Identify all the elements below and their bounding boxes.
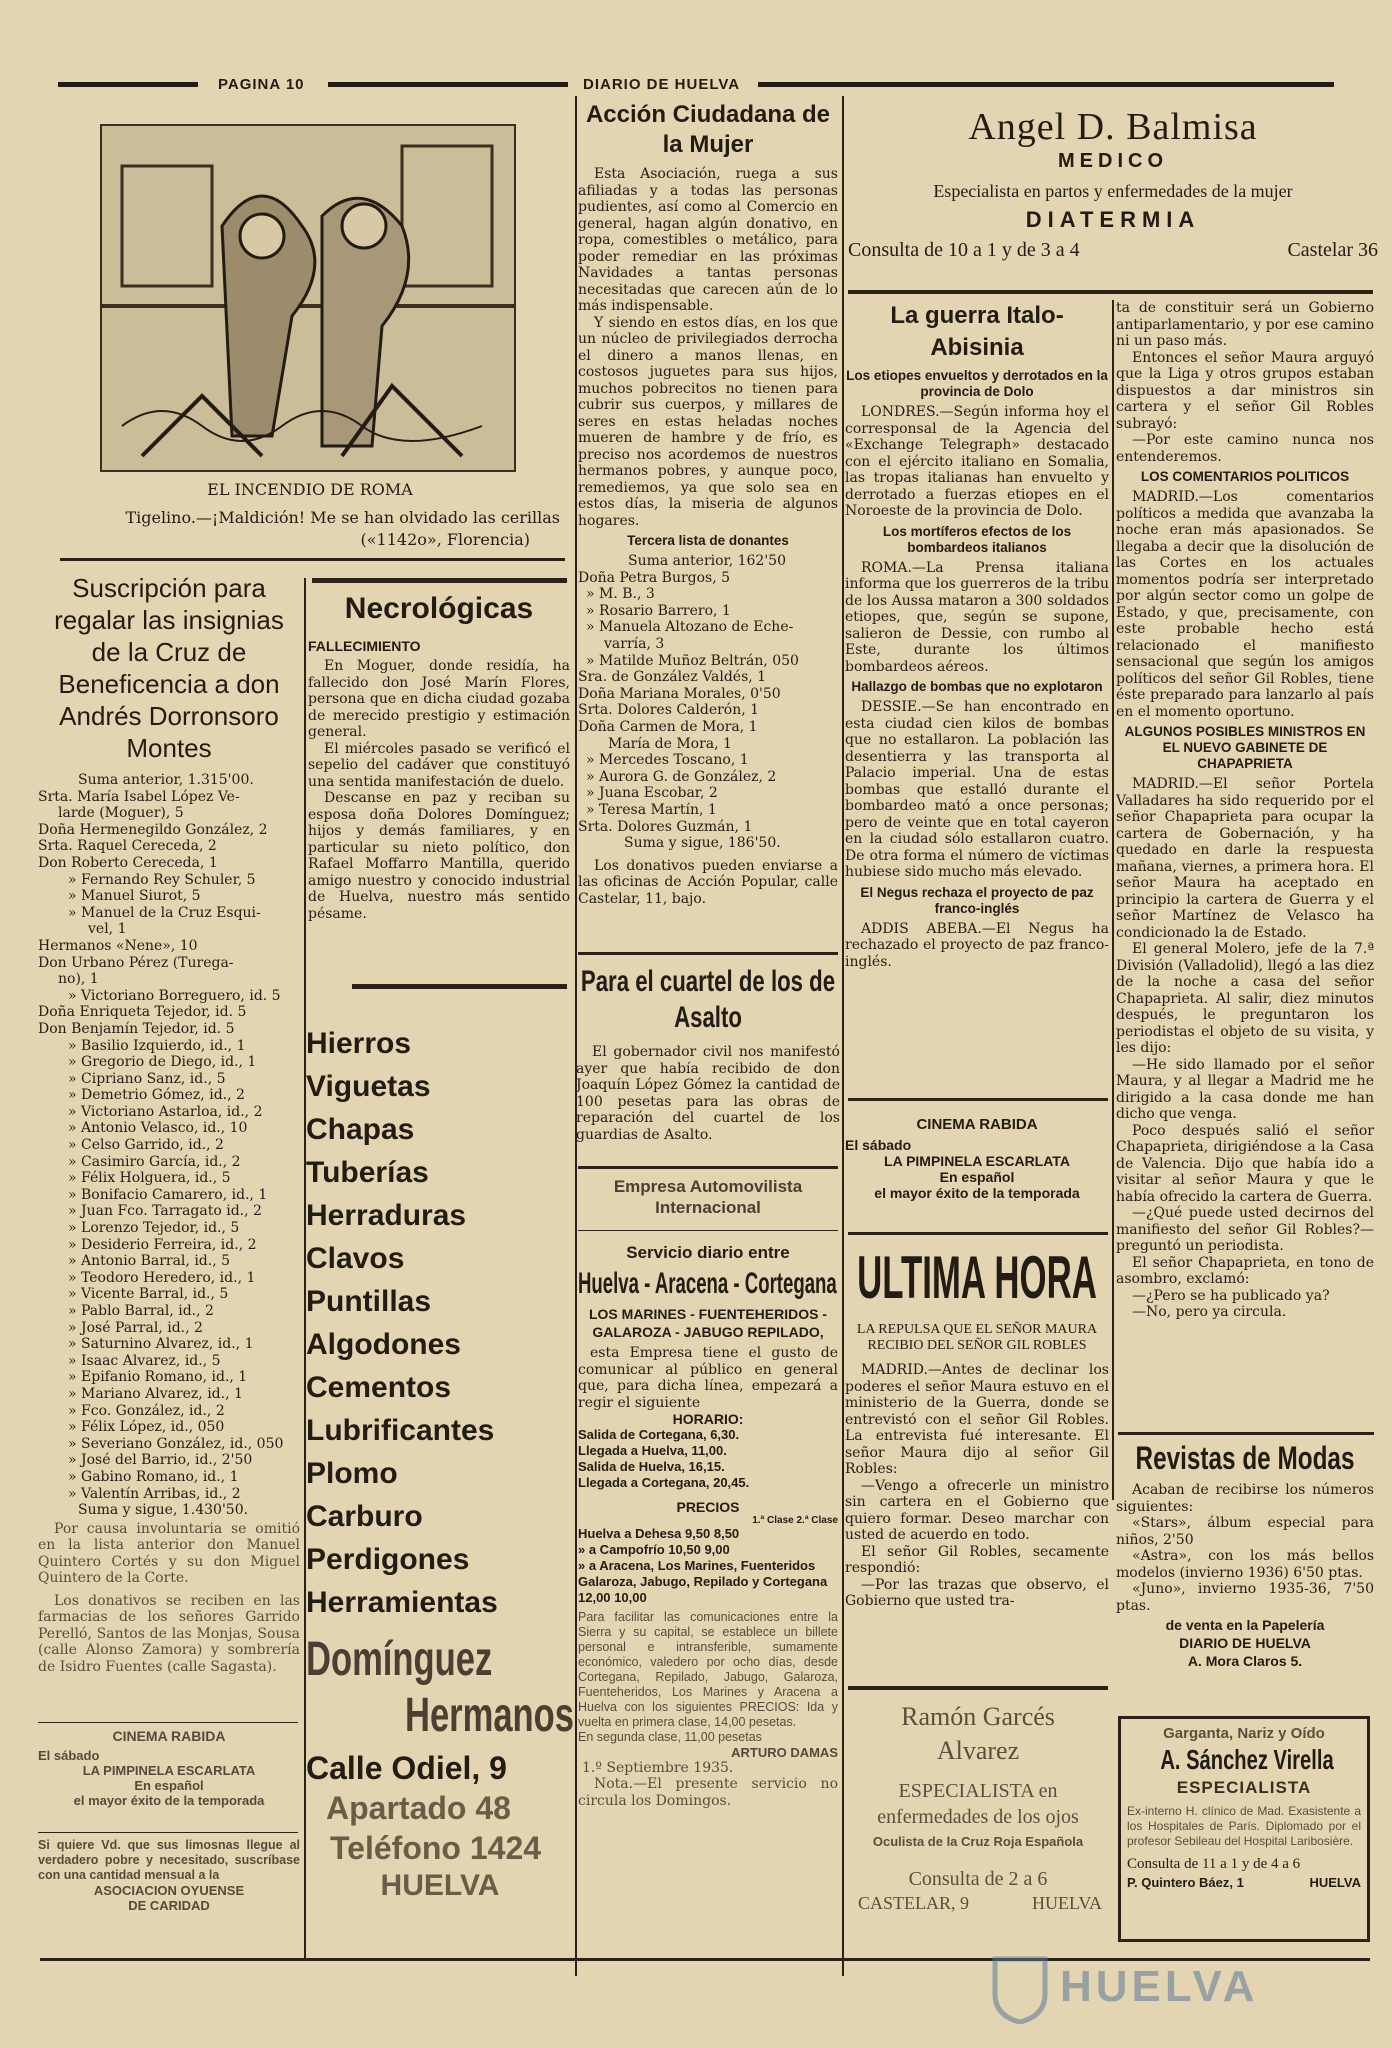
list-item: » Victoriano Astarloa, id., 2 bbox=[68, 1103, 263, 1120]
cartoon-illustration bbox=[100, 124, 516, 472]
divider bbox=[578, 952, 838, 955]
guerra-title: La guerra Italo-Abisinia bbox=[890, 302, 1064, 361]
ultima-body bbox=[845, 1362, 1109, 1610]
revistas-address: A. Mora Claros 5. bbox=[1187, 1653, 1303, 1669]
garces-ad bbox=[848, 1700, 1108, 1921]
ministros-p1: MADRID.—El señor Portela Valladares ha sido requerido por el señor Chapaprieta para ocupar la cartera de Gobernación, y ha quedado en darle la respuesta mañana, viernes, a primera hora. El señor Maura ha aceptado en principio la cartera de Guerra y el señor Martínez de Velasco ha condicionado la de Estado. bbox=[1116, 776, 1374, 941]
caridad-org: ASOCIACION OYUENSE bbox=[93, 1883, 245, 1898]
horario-title: HORARIO: bbox=[672, 1411, 744, 1427]
empresa-ad bbox=[578, 1176, 838, 1809]
newspaper-title: DIARIO DE HUELVA bbox=[583, 76, 741, 93]
column-rule bbox=[1112, 300, 1114, 1500]
list-item: Suma anterior, 1.315'00. bbox=[78, 772, 254, 788]
precio-item: » a Aracena, Los Marines, Fuenteridos Galaroza, Jabugo, Repilado y Cortegana 12,00 10,00 bbox=[578, 1558, 828, 1605]
doctor-address: Castelar 36 bbox=[1287, 239, 1378, 261]
horario-item: Salida de Cortegana, 6,30. bbox=[578, 1427, 740, 1442]
guerra-p3: DESSIE.—Se han encontrado en esta ciudad cien kilos de bombas que no estallaron. La población las desentierra y las transporta al Palacio imperial. Una de estas bombas que estalló durante el bombardeo mató a once personas; pero de veinte que en total cayeron en la ciudad sólo estallaron cuatro. De otra forma el número de víctimas hubiese sido mucho más elevado. bbox=[845, 699, 1109, 880]
revistas-item: «Stars», álbum especial para niños, 2'50 bbox=[1116, 1515, 1374, 1548]
product-item: Clavos bbox=[306, 1242, 405, 1275]
accion-list bbox=[578, 553, 838, 852]
ultima-hora-section bbox=[845, 1240, 1109, 1610]
guerra-subhead-1: Los etiopes envueltos y derrotados en la provincia de Dolo bbox=[846, 368, 1108, 399]
empresa-route: Huelva - Aracena - Cortegana bbox=[578, 1267, 837, 1300]
empresa-note: Para facilitar las comunicaciones entre la Sierra y su capital, se establece un billete personal e intransferible, sumamente económico, valedero por ocho días, desde Cortegana, Repilado, Jabugo, Galaroza, Fuenteheridos, Los Marines y Aracena a Huelva con los siguientes PRECIOS: Ida y vuelta en primera clase, 14,00 pesetas. bbox=[578, 1610, 838, 1729]
necrologicas-subtitle: FALLECIMIENTO bbox=[308, 638, 421, 654]
balmisa-ad bbox=[848, 104, 1378, 271]
list-item: » Valentín Arribas, id., 2 bbox=[68, 1485, 241, 1502]
divider bbox=[578, 1166, 838, 1169]
guerra-p1: LONDRES.—Según informa hoy el corresponsal de la Agencia del «Exchange Telegraph» destacado con el ejército italiano en Somalia, las tropas italianas han envuelto y derrotado a fuerzas etiopes en el Noroeste de la provincia de Dolo. bbox=[845, 404, 1109, 519]
divider bbox=[848, 290, 1373, 294]
product-item: Cementos bbox=[306, 1371, 452, 1404]
empresa-service: Servicio diario entre bbox=[626, 1243, 790, 1262]
revistas-section bbox=[1116, 1438, 1374, 1670]
list-item: » Matilde Muñoz Beltrán, 050 bbox=[586, 652, 799, 669]
ministros-p3: —He sido llamado por el señor Maura, y al llegar a Madrid me he dirigido a la casa donde me han dicho que venga. bbox=[1116, 1056, 1374, 1122]
virella-addr-row bbox=[1127, 1875, 1361, 1895]
list-item: Doña Mariana Morales, 0'50 bbox=[578, 685, 781, 702]
list-item: » Juan Fco. Tarragato id., 2 bbox=[68, 1203, 262, 1220]
divider bbox=[848, 1232, 1108, 1235]
precios-class-header: 1.ª Clase 2.ª Clase bbox=[752, 1515, 838, 1526]
ultima-p4: —Por las trazas que observo, el Gobierno que usted tra- bbox=[845, 1576, 1109, 1609]
necrologicas-p1: En Moguer, donde residía, ha fallecido don José Marín Flores, persona que en dicha ciudad gozaba de merecido prestigio y estimación general. bbox=[308, 658, 570, 740]
company-name-2: Hermanos bbox=[404, 1689, 574, 1742]
list-item: » Isaac Alvarez, id., 5 bbox=[68, 1352, 221, 1369]
horario-item: Llegada a Huelva, 11,00. bbox=[578, 1443, 727, 1458]
list-item: » Desiderio Ferreira, id., 2 bbox=[68, 1236, 257, 1253]
hierros-list bbox=[306, 1022, 574, 1624]
list-item: » Celso Garrido, id., 2 bbox=[68, 1137, 224, 1154]
doctor-spec: Especialista en partos y enfermedades de la mujer bbox=[933, 181, 1293, 201]
list-item: » Victoriano Borreguero, id. 5 bbox=[68, 987, 281, 1004]
list-item: » Mercedes Toscano, 1 bbox=[586, 752, 749, 769]
header-rule bbox=[758, 82, 1334, 87]
empresa-towns: LOS MARINES - FUENTEHERIDOS - GALAROZA - JABUGO REPILADO, bbox=[588, 1306, 827, 1340]
virella-city: HUELVA bbox=[1309, 1875, 1361, 1890]
ultima-p1: MADRID.—Antes de declinar los poderes el señor Maura estuvo en el ministerio de la Guerra, donde se entrevistó con el señor Gil Robles. La entrevista fué interesante. El señor Maura dijo al señor Gil Robles: bbox=[845, 1362, 1109, 1477]
list-item: Sra. de González Valdés, 1 bbox=[578, 669, 767, 686]
list-item: » Juana Escobar, 2 bbox=[586, 785, 718, 802]
cinema-title: CINEMA RABIDA bbox=[916, 1116, 1038, 1133]
guerra-section bbox=[845, 300, 1109, 970]
precios-list bbox=[578, 1526, 838, 1606]
cuartel-section bbox=[576, 964, 840, 1143]
list-item: » Lorenzo Tejedor, id., 5 bbox=[68, 1220, 240, 1237]
necrologicas-p2: El miércoles pasado se verificó el sepelio del cadáver que constituyó una sentida manifestación de duelo. bbox=[308, 740, 570, 790]
list-item: » Mariano Alvarez, id., 1 bbox=[68, 1385, 243, 1402]
divider bbox=[38, 1832, 298, 1833]
ministros-body bbox=[1116, 776, 1374, 1321]
guerra-p4: ADDIS ABEBA.—El Negus ha rechazado el proyecto de paz franco-inglés. bbox=[845, 920, 1109, 970]
product-item: Chapas bbox=[306, 1113, 415, 1146]
list-item: » Aurora G. de González, 2 bbox=[586, 768, 777, 785]
company-phone: Teléfono 1424 bbox=[330, 1830, 542, 1866]
hierros-ad bbox=[306, 1022, 574, 1904]
list-item: » Félix Holguera, id., 5 bbox=[68, 1170, 231, 1187]
list-item: varría, 3 bbox=[604, 635, 665, 652]
virella-spec: ESPECIALISTA bbox=[1176, 1778, 1312, 1797]
accion-p1: Esta Asociación, ruega a sus afiliadas y a todas las personas pudientes, así como al Comercio en general, hagan algún donativo, en ropa, comestibles o metálico, para poder remediar en las próximas Navidades a tantas personas necesitadas que carecen aún de lo más indispensable. bbox=[578, 166, 838, 314]
list-item: » Antonio Barral, id., 5 bbox=[68, 1253, 231, 1270]
precio-item: » a Campofrío 10,50 9,00 bbox=[578, 1542, 730, 1557]
accion-p2: Y siendo en estos días, en los que un núcleo de privilegiados derrocha el dinero a manos llenas, en costosos juguetes para sus hijos, muchos pobrecitos no tienen para cubrir sus cuerpos, y millares de seres en estas heladas noches mueren de hambre y de frío, es preciso nos acordemos de nuestros hermanos pobres, y aunque poco, remediemos, ya que solo sea en estos días, la miseria de algunos hogares. bbox=[578, 314, 838, 529]
company-street: Calle Odiel, 9 bbox=[306, 1750, 507, 1786]
garces-name-2: Alvarez bbox=[936, 1736, 1020, 1765]
cinema-tagline: el mayor éxito de la temporada bbox=[73, 1793, 265, 1808]
list-item: » Gabino Romano, id., 1 bbox=[68, 1468, 239, 1485]
cinema-title: CINEMA RABIDA bbox=[112, 1728, 226, 1744]
garces-name: Ramón Garcés bbox=[901, 1702, 1055, 1731]
cont-p2: Entonces el señor Maura arguyó que la Liga y otros grupos estaban dispuestos a dar ministros sin cartera y el señor Gil Robles subrayó: bbox=[1116, 349, 1374, 432]
list-item: Srta. Raquel Cereceda, 2 bbox=[38, 838, 217, 855]
suscripcion-list bbox=[38, 772, 300, 1519]
ministros-p4: Poco después salió el señor Chapaprieta, dirigiéndose a la Casa de Valencia. Dijo que había ido a visitar al señor Maura y que le había ofrecido la cartera de Guerra. bbox=[1116, 1122, 1374, 1205]
comentarios-body: MADRID.—Los comentarios políticos a medida que avanzaba la noche eran más apasionados. Se llegaba a decir que la disolución de las Cortes en los actuales momentos podría ser interpretado por algún sector como un golpe de Estado, y que, precisamente, con este probable hecho está relacionado el manifiesto sensacional que según los amigos políticos del señor Gil Robles, tiene éste preparado para lanzarlo al país en el momento oportuno. bbox=[1116, 489, 1374, 720]
company-apartado: Apartado 48 bbox=[326, 1790, 511, 1826]
empresa-body: esta Empresa tiene el gusto de comunicar al público en general que, para dicha línea, empezará a regir el siguiente bbox=[578, 1345, 838, 1411]
list-item: » Casimiro García, id., 2 bbox=[68, 1153, 241, 1170]
list-item: larde (Moguer), 5 bbox=[58, 805, 184, 822]
suscripcion-section bbox=[38, 572, 300, 1675]
guerra-subhead-4: El Negus rechaza el proyecto de paz franco-inglés bbox=[860, 884, 1094, 916]
cartoon-title: EL INCENDIO DE ROMA bbox=[207, 480, 413, 499]
header-rule bbox=[328, 82, 568, 87]
empresa-sign: ARTURO DAMAS bbox=[731, 1745, 838, 1760]
continuation-body bbox=[1116, 300, 1374, 465]
list-item: » M. B., 3 bbox=[586, 586, 655, 603]
divider bbox=[60, 558, 565, 561]
garces-addr-row bbox=[848, 1893, 1108, 1921]
guerra-subhead-2: Los mortíferos efectos de los bombardeos italianos bbox=[882, 523, 1072, 555]
list-item: Hermanos «Nene», 10 bbox=[38, 937, 198, 954]
header-rule bbox=[58, 82, 198, 87]
guerra-p2: ROMA.—La Prensa italiana informa que los guerreros de la tribu de los Aussa mataron a 300 soldados etiopes, que, según se supone, salieron de Dessie, con rumbo al Este, durante los últimos bombardeos aéreos. bbox=[845, 559, 1109, 675]
list-item: » Teodoro Heredero, id., 1 bbox=[68, 1269, 256, 1286]
product-item: Viguetas bbox=[306, 1070, 431, 1103]
empresa-note2: En segunda clase, 11,00 pesetas bbox=[578, 1730, 762, 1744]
comentarios-heading: LOS COMENTARIOS POLITICOS bbox=[1140, 469, 1350, 484]
ultima-p3: El señor Gil Robles, secamente respondió: bbox=[845, 1543, 1109, 1576]
shield-icon bbox=[990, 1954, 1050, 2024]
garces-spec-2: enfermedades de los ojos bbox=[877, 1806, 1079, 1828]
doctor-hours: Consulta de 10 a 1 y de 3 a 4 bbox=[848, 239, 1080, 261]
company-name: Domínguez bbox=[306, 1633, 493, 1686]
divider bbox=[578, 1230, 838, 1231]
ultima-continuation bbox=[1116, 300, 1374, 1321]
list-item: » Pablo Barral, id., 2 bbox=[68, 1303, 214, 1319]
list-item: » José Parral, id., 2 bbox=[68, 1319, 203, 1336]
revistas-title: Revistas de Modas bbox=[1135, 1440, 1355, 1476]
empresa-date: 1.º Septiembre 1935. bbox=[582, 1760, 734, 1776]
list-item: » Gregorio de Diego, id., 1 bbox=[68, 1054, 257, 1071]
list-item: » Demetrio Gómez, id., 2 bbox=[68, 1087, 245, 1104]
accion-footer: Los donativos pueden enviarse a las oficinas de Acción Popular, calle Castelar, 11, bajo. bbox=[578, 857, 838, 907]
cuartel-body: El gobernador civil nos manifestó ayer que había recibido de don Joaquín López Gómez la cantidad de 100 pesetas para las obras de reparación del cuartel de los guardias de Asalto. bbox=[576, 1044, 840, 1143]
virella-specialty: Garganta, Nariz y Oído bbox=[1163, 1725, 1325, 1742]
cinema-day: El sábado bbox=[845, 1137, 912, 1153]
list-item: vel, 1 bbox=[88, 921, 127, 938]
list-item: » Cipriano Sanz, id., 5 bbox=[68, 1070, 226, 1087]
list-item: Srta. Dolores Calderón, 1 bbox=[578, 702, 760, 719]
ultima-headline: LA REPULSA QUE EL SEÑOR MAURA RECIBIO DEL SEÑOR GIL ROBLES bbox=[856, 1322, 1098, 1353]
cuartel-title: Para el cuartel de los de Asalto bbox=[580, 965, 836, 1034]
horario-item: Salida de Huelva, 16,15. bbox=[578, 1459, 725, 1474]
list-item: Suma y sigue, 186'50. bbox=[624, 835, 781, 852]
revistas-sale: de venta en la Papelería bbox=[1165, 1617, 1325, 1633]
list-item: » Fco. González, id., 2 bbox=[68, 1402, 225, 1419]
list-item: Suma anterior, 162'50 bbox=[628, 553, 786, 569]
list-item: Suma y sigue, 1.430'50. bbox=[78, 1502, 249, 1519]
virella-ad bbox=[1118, 1716, 1370, 1942]
product-item: Hierros bbox=[306, 1027, 412, 1060]
list-item: » Epifanio Romano, id., 1 bbox=[68, 1369, 248, 1386]
cinema-lang: En español bbox=[134, 1778, 204, 1793]
ministros-p8: —No, pero ya circula. bbox=[1132, 1304, 1287, 1320]
virella-address: P. Quintero Báez, 1 bbox=[1127, 1875, 1244, 1890]
list-item: Srta. Dolores Guzmán, 1 bbox=[578, 818, 753, 835]
doctor-name: Angel D. Balmisa bbox=[968, 106, 1258, 148]
divider bbox=[312, 578, 567, 583]
doctor-diatermia: DIATERMIA bbox=[1025, 207, 1201, 232]
product-item: Plomo bbox=[306, 1457, 398, 1490]
list-item: no), 1 bbox=[58, 971, 99, 988]
list-item: » José del Barrio, id., 2'50 bbox=[68, 1452, 253, 1469]
watermark-text: HUELVA bbox=[1060, 1962, 1259, 2011]
cont-p3: —Por este camino nunca nos entenderemos. bbox=[1116, 432, 1374, 465]
garces-city: HUELVA bbox=[1031, 1893, 1102, 1913]
caridad-ad bbox=[38, 1838, 300, 1913]
product-item: Tuberías bbox=[306, 1156, 429, 1189]
doctor-consult-row bbox=[848, 239, 1378, 271]
garces-credential: Oculista de la Cruz Roja Española bbox=[872, 1834, 1084, 1849]
list-item: Don Roberto Cereceda, 1 bbox=[38, 854, 218, 871]
horario-item: Llegada a Cortegana, 20,45. bbox=[578, 1475, 750, 1490]
cinema-tagline: el mayor éxito de la temporada bbox=[874, 1185, 1080, 1201]
list-item: Doña Hermenegildo González, 2 bbox=[38, 821, 268, 838]
cinema-film: LA PIMPINELA ESCARLATA bbox=[82, 1763, 256, 1778]
list-item: » Antonio Velasco, id., 10 bbox=[68, 1120, 248, 1137]
list-item: » Rosario Barrero, 1 bbox=[586, 602, 731, 619]
accion-title: Acción Ciudadana de la Mujer bbox=[585, 101, 831, 158]
product-item: Lubrificantes bbox=[306, 1414, 495, 1447]
accion-section bbox=[578, 100, 838, 907]
cinema-lang: En español bbox=[939, 1169, 1015, 1185]
cinema-rabida-ad-left bbox=[38, 1728, 300, 1808]
necrologicas-title: Necrológicas bbox=[344, 592, 534, 625]
list-item: » Bonifacio Camarero, id., 1 bbox=[68, 1186, 268, 1203]
product-item: Herraduras bbox=[306, 1199, 467, 1232]
virella-hours: Consulta de 11 a 1 y de 4 a 6 bbox=[1127, 1856, 1301, 1872]
list-item: Srta. María Isabel López Ve- bbox=[38, 788, 240, 805]
list-item: » Manuel de la Cruz Esqui- bbox=[68, 904, 261, 921]
revistas-p1: Acaban de recibirse los números siguientes: bbox=[1116, 1482, 1374, 1515]
product-item: Puntillas bbox=[306, 1285, 432, 1318]
revistas-body bbox=[1116, 1482, 1374, 1614]
ultima-hora-title: ULTIMA HORA bbox=[857, 1244, 1097, 1311]
revistas-item: «Astra», con los más bellos modelos (invierno 1936) 6'50 ptas. bbox=[1116, 1548, 1374, 1581]
horario-list bbox=[578, 1427, 838, 1491]
accion-body bbox=[578, 166, 838, 529]
list-item: Doña Enriqueta Tejedor, id. 5 bbox=[38, 1004, 247, 1021]
page-number: PAGINA 10 bbox=[218, 76, 305, 93]
precios-title: PRECIOS bbox=[676, 1499, 740, 1515]
ultima-p2: —Vengo a ofrecerle un ministro sin cartera en el Gobierno que quiero formar. Deseo marchar con usted de acuerdo en todo. bbox=[845, 1477, 1109, 1543]
list-item: Doña Carmen de Mora, 1 bbox=[578, 718, 758, 735]
column-rule bbox=[842, 96, 844, 1976]
cartoon-caption: Tigelino.—¡Maldición! Me se han olvidado las cerillas bbox=[125, 508, 560, 527]
cinema-day: El sábado bbox=[38, 1748, 100, 1763]
cartoon-source: («1142o», Florencia) bbox=[360, 530, 530, 549]
caridad-text: Si quiere Vd. que sus limosnas llegue al verdadero pobre y necesitado, suscríbase con una cantidad mensual a la bbox=[38, 1838, 300, 1882]
divider bbox=[352, 984, 567, 989]
suscripcion-title: Suscripción para regalar las insignias de la Cruz de Beneficencia a don Andrés Dorronsoro Montes bbox=[54, 573, 284, 763]
company-city: HUELVA bbox=[380, 1869, 500, 1902]
cartoon-drawing bbox=[102, 126, 514, 470]
list-item: » Severiano González, id., 050 bbox=[68, 1435, 284, 1452]
list-item: » Manuel Siurot, 5 bbox=[68, 888, 201, 905]
cont-p1: ta de constituir será un Gobierno antiparlamentario, y por ese camino ni un paso más. bbox=[1116, 300, 1374, 349]
necrologicas-body bbox=[308, 658, 570, 922]
list-item: » Saturnino Alvarez, id., 1 bbox=[68, 1336, 254, 1353]
product-item: Herramientas bbox=[306, 1586, 498, 1619]
page-header bbox=[58, 70, 1334, 98]
revistas-shop: DIARIO DE HUELVA bbox=[1179, 1635, 1311, 1651]
list-item: » Manuela Altozano de Eche- bbox=[586, 619, 794, 636]
caridad-org2: DE CARIDAD bbox=[128, 1898, 210, 1913]
virella-desc: Ex-interno H. clínico de Mad. Exasistente a los Hospitales de París. Diplomado por el profesor Sebileau del Hospital Laribosière. bbox=[1127, 1804, 1361, 1848]
virella-name: A. Sánchez Virella bbox=[1160, 1744, 1334, 1775]
guerra-subhead-3: Hallazgo de bombas que no explotaron bbox=[851, 679, 1103, 694]
list-item: Don Benjamín Tejedor, id. 5 bbox=[38, 1020, 235, 1037]
cinema-rabida-ad bbox=[845, 1116, 1109, 1201]
suscripcion-note2: Los donativos se reciben en las farmacias de los señores Garrido Perelló, Santos de las Monjas, Sousa (calle Alonso Zamora) y sombrería de Isidro Fuentes (calle Sagasta). bbox=[38, 1592, 300, 1675]
ministros-p5: —¿Qué puede usted decirnos del manifiesto del señor Gil Robles?—preguntó un periodista. bbox=[1116, 1205, 1374, 1254]
divider bbox=[1118, 1432, 1374, 1435]
list-item: María de Mora, 1 bbox=[608, 735, 732, 752]
precio-item: Huelva a Dehesa 9,50 8,50 bbox=[578, 1526, 740, 1541]
empresa-nota: Nota.—El presente servicio no circula los Domingos. bbox=[578, 1776, 838, 1809]
divider bbox=[38, 1722, 298, 1723]
accion-list-title: Tercera lista de donantes bbox=[627, 533, 789, 548]
list-item: » Fernando Rey Schuler, 5 bbox=[68, 871, 256, 888]
empresa-title: Empresa Automovilista Internacional bbox=[613, 1177, 803, 1217]
divider bbox=[848, 1686, 1108, 1690]
ministros-p2: El general Molero, jefe de la 7.ª División (Valladolid), llegó a las diez de la noche a casa del señor Chapaprieta. Al salir, diez minutos después, le preguntaron los periodistas el objeto de su visita, y les dijo: bbox=[1116, 941, 1374, 1056]
garces-address: CASTELAR, 9 bbox=[858, 1893, 970, 1913]
product-item: Perdigones bbox=[306, 1543, 470, 1576]
list-item: Don Urbano Pérez (Turega- bbox=[38, 954, 234, 971]
list-item: » Basilio Izquierdo, id., 1 bbox=[68, 1037, 246, 1054]
watermark bbox=[990, 1950, 1350, 2030]
list-item: Doña Petra Burgos, 5 bbox=[578, 569, 731, 586]
ministros-p6: El señor Chapaprieta, en tono de asombro, exclamó: bbox=[1116, 1254, 1374, 1287]
revistas-item: «Juno», invierno 1935-36, 7'50 ptas. bbox=[1116, 1581, 1374, 1614]
ministros-p7: —¿Pero se ha publicado ya? bbox=[1132, 1287, 1330, 1304]
product-item: Carburo bbox=[306, 1500, 423, 1533]
list-item: » Félix López, id., 050 bbox=[68, 1419, 225, 1436]
garces-hours: Consulta de 2 a 6 bbox=[908, 1868, 1048, 1890]
doctor-role: MEDICO bbox=[1058, 150, 1168, 172]
divider bbox=[848, 1098, 1108, 1101]
product-item: Algodones bbox=[306, 1328, 461, 1361]
ministros-heading: ALGUNOS POSIBLES MINISTROS EN EL NUEVO GABINETE DE CHAPAPRIETA bbox=[1124, 724, 1366, 771]
list-item: » Teresa Martín, 1 bbox=[586, 801, 717, 818]
necrologicas-p3: Descanse en paz y reciban su esposa doña Dolores Domínguez; hijos y demás familiares, y en particular su nieto político, don Rafael Moffarro Mantilla, querido amigo nuestro y conocido industrial de Huelva, nuestro más sentido pésame. bbox=[308, 790, 570, 922]
list-item: » Vicente Barral, id., 5 bbox=[68, 1286, 229, 1303]
cinema-film: LA PIMPINELA ESCARLATA bbox=[884, 1153, 1070, 1169]
garces-spec: ESPECIALISTA en bbox=[898, 1780, 1058, 1802]
suscripcion-note: Por causa involuntaria se omitió en la lista anterior don Manuel Quintero Cortés y su don Miguel Quintero de la Corte. bbox=[38, 1520, 300, 1587]
necrologicas-section bbox=[308, 592, 570, 922]
